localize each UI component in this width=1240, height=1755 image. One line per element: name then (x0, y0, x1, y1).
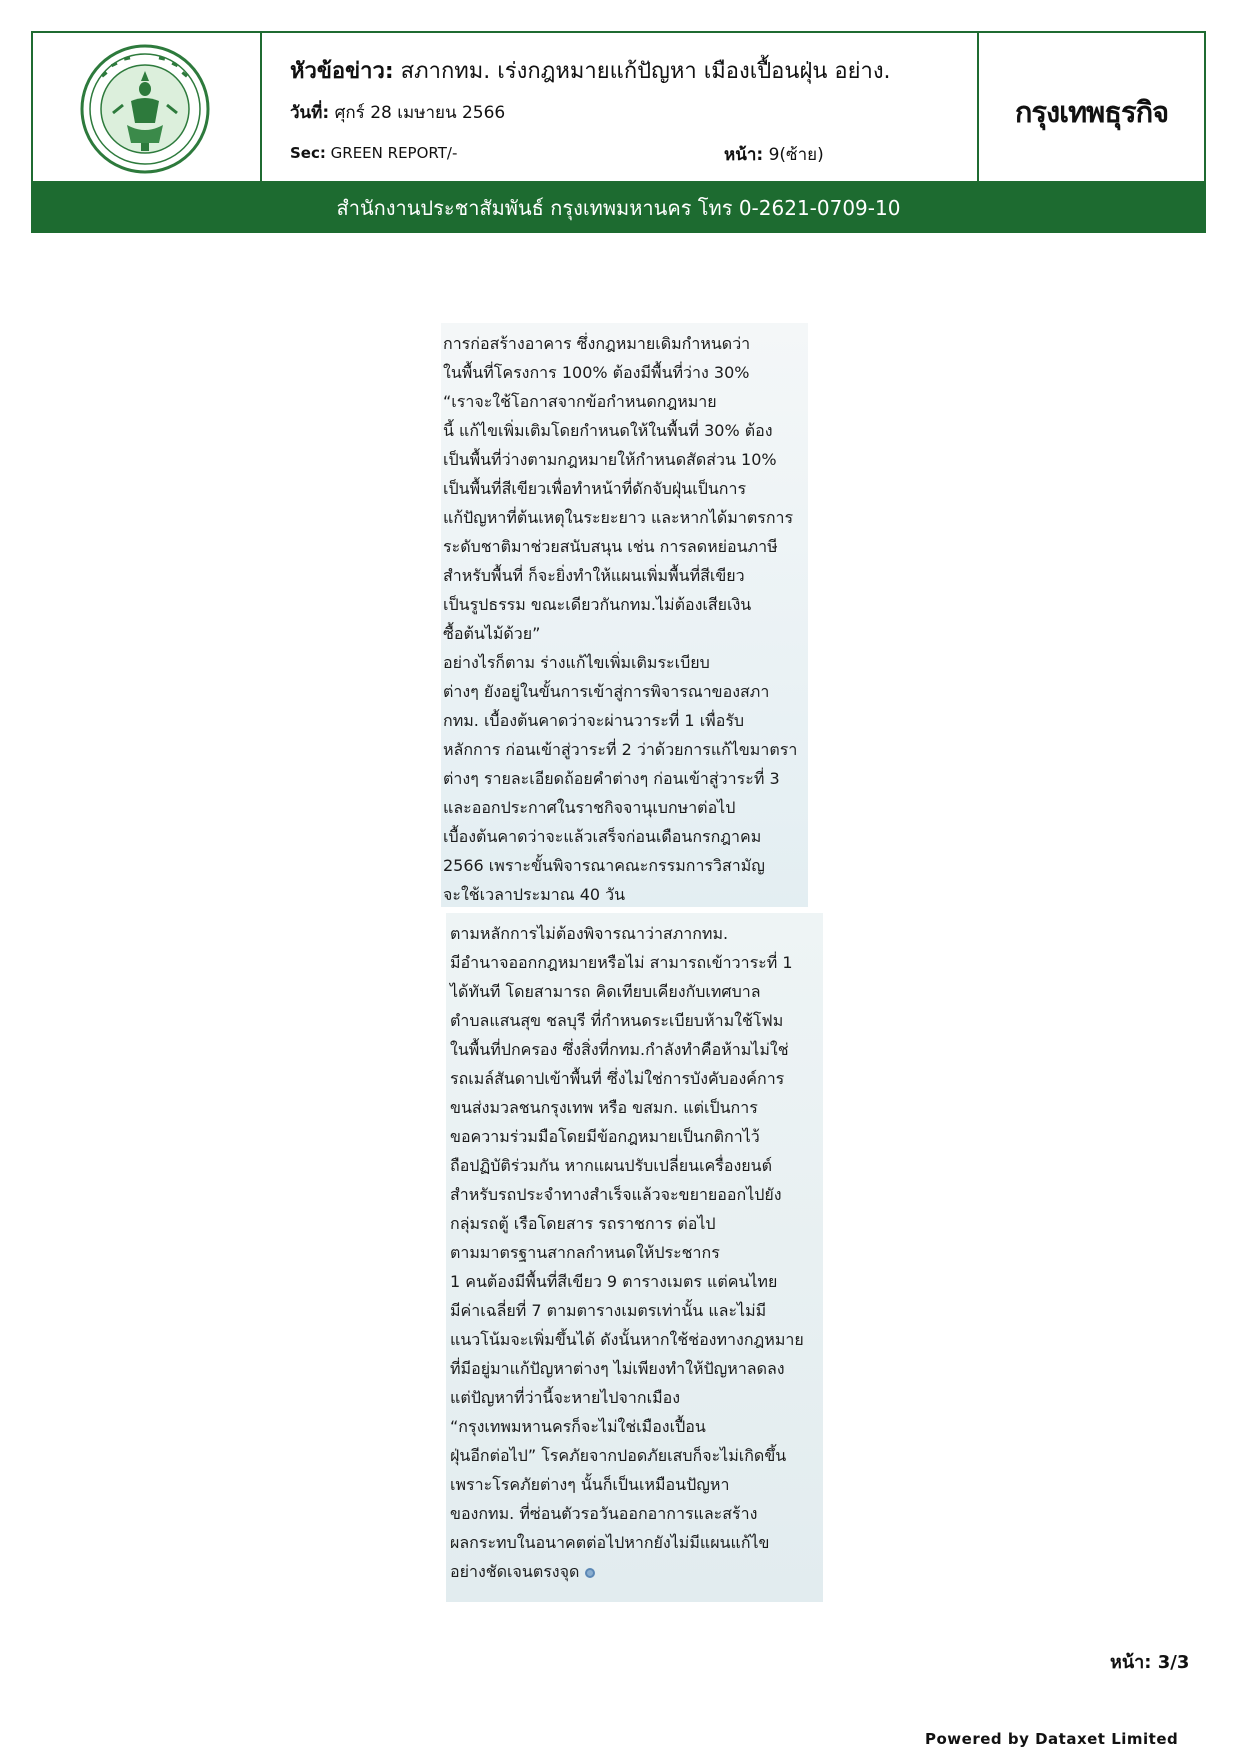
article-line: ต่างๆ ยังอยู่ในขั้นการเข้าสู่การพิจารณาของสภา (443, 682, 770, 701)
section-text: GREEN REPORT/- (330, 144, 458, 162)
article-line: ฝุ่นอีกต่อไป” โรคภัยจากปอดภัยเสบก็จะไม่เกิดขึ้น (450, 1446, 787, 1465)
article-line: มีค่าเฉลี่ยที่ 7 ตามตารางเมตรเท่านั้น และไม่มี (450, 1301, 767, 1320)
article-line: เป็นพื้นที่ว่างตามกฎหมายให้กำหนดสัดส่วน 10% (443, 450, 777, 469)
article-line: ของกทม. ที่ซ่อนตัวรอวันออกอาการและสร้าง (450, 1504, 758, 1523)
date-row (290, 99, 505, 126)
article-line: แนวโน้มจะเพิ่มขึ้นได้ ดังนั้นหากใช้ช่องทางกฎหมาย (450, 1330, 804, 1349)
article-line: ตำบลแสนสุข ชลบุรี ที่กำหนดระเบียบห้ามใช้โฟม (450, 1011, 784, 1030)
article-line: และออกประกาศในราชกิจจานุเบกษาต่อไป (443, 798, 736, 817)
article-line: แต่ปัญหาที่ว่านี้จะหายไปจากเมือง (450, 1388, 681, 1407)
article-line: หลักการ ก่อนเข้าสู่วาระที่ 2 ว่าด้วยการแก้ไขมาตรา (443, 740, 798, 759)
article-line: 1 คนต้องมีพื้นที่สีเขียว 9 ตารางเมตร แต่คนไทย (450, 1272, 778, 1291)
publication-name: กรุงเทพธุรกิจ (1014, 95, 1169, 129)
article-line: ขนส่งมวลชนกรุงเทพ หรือ ขสมก. แต่เป็นการ (450, 1098, 758, 1117)
article-line: เพราะโรคภัยต่างๆ นั้นก็เป็นเหมือนปัญหา (450, 1475, 730, 1494)
article-line: “เราจะใช้โอกาสจากข้อกำหนดกฎหมาย (443, 392, 717, 411)
article-line: ได้ทันที โดยสามารถ คิดเทียบเคียงกับเทศบาล (450, 982, 761, 1001)
section-row (290, 144, 457, 162)
article-line: รถเมล์สันดาปเข้าพื้นที่ ซึ่งไม่ใช่การบังคับองค์การ (450, 1069, 785, 1088)
page-label: หน้า: (724, 145, 764, 165)
article-line: จะใช้เวลาประมาณ 40 วัน (443, 885, 626, 904)
article-line: ซื้อต้นไม้ด้วย” (443, 624, 541, 643)
article-line: ระดับชาติมาช่วยสนับสนุน เช่น การลดหย่อนภาษี (443, 537, 778, 556)
headline-label: หัวข้อข่าว: (290, 59, 394, 84)
page-text: 9(ซ้าย) (768, 145, 824, 165)
article-line: การก่อสร้างอาคาร ซึ่งกฎหมายเดิมกำหนดว่า (443, 334, 751, 353)
article-line: อย่างไรก็ตาม ร่างแก้ไขเพิ่มเติมระเบียบ (443, 653, 710, 672)
section-label: Sec: (290, 144, 326, 162)
clipping-header (31, 31, 1206, 183)
article-line: ผลกระทบในอนาคตต่อไปหากยังไม่มีแผนแก้ไข (450, 1533, 770, 1552)
contact-banner: สำนักงานประชาสัมพันธ์ กรุงเทพมหานคร โทร 0-2621-0709-10 (31, 183, 1206, 233)
article-clipping-1 (441, 323, 808, 907)
page-row (724, 141, 824, 168)
page-number: หน้า: 3/3 (1110, 1652, 1190, 1673)
article-line: มีอำนาจออกกฎหมายหรือไม่ สามารถเข้าวาระที่ 1 (450, 953, 793, 972)
article-line: นี้ แก้ไขเพิ่มเติมโดยกำหนดให้ในพื้นที่ 30% ต้อง (443, 421, 773, 440)
date-label: วันที่: (290, 103, 330, 123)
publication-cell (979, 33, 1204, 181)
article-line: สำหรับรถประจำทางสำเร็จแล้วจะขยายออกไปยัง (450, 1185, 782, 1204)
article-line: 2566 เพราะขั้นพิจารณาคณะกรรมการวิสามัญ (443, 856, 765, 875)
article-line: ในพื้นที่โครงการ 100% ต้องมีพื้นที่ว่าง 30% (443, 363, 750, 382)
end-mark-icon (585, 1568, 595, 1578)
article-line: ขอความร่วมมือโดยมีข้อกฎหมายเป็นกติกาไว้ (450, 1127, 760, 1146)
article-line: เป็นรูปธรรม ขณะเดียวกันกทม.ไม่ต้องเสียเงิน (443, 595, 752, 614)
article-line: เบื้องต้นคาดว่าจะแล้วเสร็จก่อนเดือนกรกฎาคม (443, 827, 762, 846)
article-line: สำหรับพื้นที่ ก็จะยิ่งทำให้แผนเพิ่มพื้นที่สีเขียว (443, 566, 745, 585)
headline-text: สภากทม. เร่งกฎหมายแก้ปัญหา เมืองเปื้อนฝุ่น อย่าง. (400, 59, 891, 84)
article-line: แก้ปัญหาที่ต้นเหตุในระยะยาว และหากได้มาตรการ (443, 508, 794, 527)
powered-by-credit: Powered by Dataxet Limited (925, 1730, 1179, 1748)
article-line: กลุ่มรถตู้ เรือโดยสาร รถราชการ ต่อไป (450, 1214, 716, 1233)
headline-info-cell (262, 33, 979, 181)
article-line: กทม. เบื้องต้นคาดว่าจะผ่านวาระที่ 1 เพื่อรับ (443, 711, 745, 730)
article-line: ตามหลักการไม่ต้องพิจารณาว่าสภากทม. (450, 924, 729, 943)
date-text: ศุกร์ 28 เมษายน 2566 (334, 103, 506, 123)
article-line: เป็นพื้นที่สีเขียวเพื่อทำหน้าที่ดักจับฝุ่นเป็นการ (443, 479, 747, 498)
bangkok-metropolitan-seal-icon (79, 43, 211, 175)
article-line: ตามมาตรฐานสากลกำหนดให้ประชากร (450, 1243, 720, 1262)
article-line: ต่างๆ รายละเอียดถ้อยคำต่างๆ ก่อนเข้าสู่วาระที่ 3 (443, 769, 780, 788)
headline-row (290, 53, 891, 88)
article-line: ถือปฏิบัติร่วมกัน หากแผนปรับเปลี่ยนเครื่องยนต์ (450, 1156, 772, 1175)
article-line: อย่างชัดเจนตรงจุด (446, 1557, 823, 1586)
article-line: ที่มีอยู่มาแก้ปัญหาต่างๆ ไม่เพียงทำให้ปัญหาลดลง (450, 1359, 785, 1378)
article-line: ในพื้นที่ปกครอง ซึ่งสิ่งที่กทม.กำลังทำคือห้ามไม่ใช่ (450, 1040, 789, 1059)
article-line: “กรุงเทพมหานครก็จะไม่ใช่เมืองเปื้อน (450, 1417, 706, 1436)
logo-cell (33, 33, 262, 181)
article-clipping-2 (446, 913, 823, 1602)
